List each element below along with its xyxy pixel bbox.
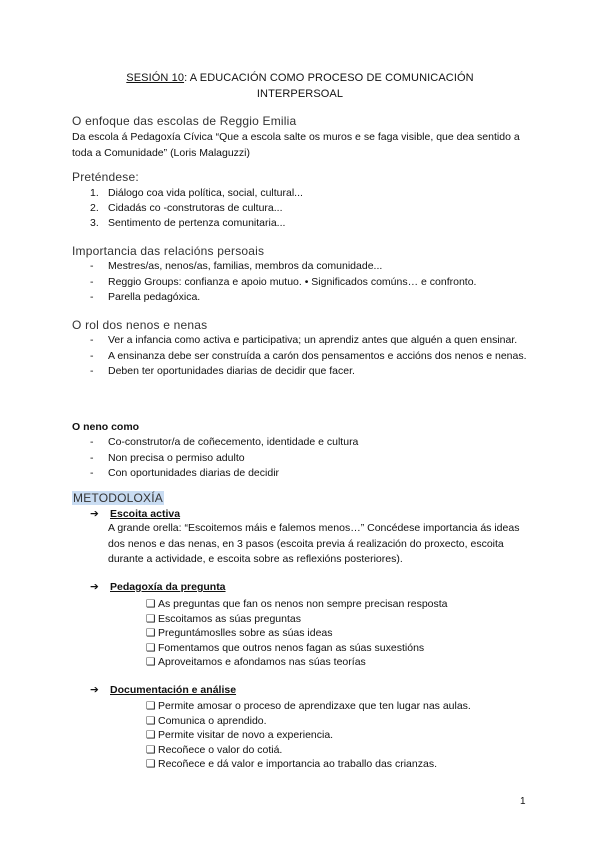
checkbox-icon: ❑	[146, 598, 156, 610]
list-item: - Co-construtor/a de coñecemento, identidade e cultura	[90, 436, 359, 448]
pedagoxia-heading: ➔ Pedagoxía da pregunta	[90, 581, 226, 593]
checkbox-icon: ❑	[146, 729, 156, 741]
pretendese-list	[90, 186, 510, 231]
checkbox-icon: ❑	[146, 612, 156, 625]
enfoque-heading: O enfoque das escolas de Reggio Emilia	[72, 114, 297, 128]
neno-heading: O neno como	[72, 421, 140, 433]
importancia-heading: Importancia das relacións persoais	[72, 244, 265, 258]
list-item: ❑ Permite visitar de novo a experiencia.	[146, 729, 334, 741]
list-item: 2. Cidadás co -construtoras de cultura...	[90, 202, 283, 214]
pedagoxia-list	[146, 597, 516, 670]
arrow-right-icon: ➔	[90, 684, 99, 696]
pretendese-heading: Preténdese:	[72, 170, 139, 184]
checkbox-icon: ❑	[146, 743, 156, 756]
checkbox-icon: ❑	[146, 700, 156, 712]
list-item: ❑ Escoitamos as súas preguntas	[146, 612, 301, 625]
documentacion-list	[146, 699, 516, 772]
escoita-heading: ➔ Escoita activa	[90, 508, 181, 520]
list-item: - Con oportunidades diarias de decidir	[90, 467, 280, 479]
neno-list	[90, 435, 530, 482]
checkbox-icon: ❑	[146, 656, 156, 668]
list-item: - Ver a infancia como activa e participativa; un aprendiz antes que alguén a quen ensinar.	[90, 334, 518, 346]
list-item: ❑ Permite amosar o proceso de aprendizaxe que ten lugar nas aulas.	[146, 700, 471, 712]
enfoque-text: Da escola á Pedagoxía Cívica “Que a escola salte os muros e se faga visible, que dea sentido a toda a Comunidade” (Loris Malaguzzi)	[72, 131, 520, 159]
list-item: - Deben ter oportunidades diarias de decidir que facer.	[90, 365, 355, 377]
list-item: ❑ Recoñece o valor do cotiá.	[146, 743, 283, 756]
documentacion-heading: ➔ Documentación e análise	[90, 684, 237, 696]
list-item: - Parella pedagóxica.	[90, 291, 201, 303]
list-item: ❑ Fomentamos que outros nenos fagan as súas suxestións	[146, 641, 425, 654]
escoita-text: A grande orella: “Escoitemos máis e falemos menos…” Concédese importancia ás ideas dos nenos e das nenas, en 3 pasos (escoita previa á realización do proxecto, escoita durante a actividade, e escoita sobre as reflexións posteriores).	[108, 522, 520, 565]
arrow-right-icon: ➔	[90, 508, 99, 520]
checkbox-icon: ❑	[146, 714, 156, 727]
list-item: - Reggio Groups: confianza e apoio mutuo. • Significados comúns… e confronto.	[90, 275, 477, 288]
list-item: - Non precisa o permiso adulto	[90, 451, 245, 464]
rol-list	[90, 333, 530, 380]
list-item: 1. Diálogo coa vida política, social, cultural...	[90, 187, 303, 199]
page-number: 1	[520, 796, 526, 807]
session-number: SESIÓN 10	[126, 72, 185, 84]
checkbox-icon: ❑	[146, 627, 156, 639]
checkbox-icon: ❑	[146, 758, 156, 770]
rol-heading: O rol dos nenos e nenas	[72, 318, 208, 332]
list-item: ❑ As preguntas que fan os nenos non sempre precisan resposta	[146, 598, 448, 610]
checkbox-icon: ❑	[146, 641, 156, 654]
metodoloxia-heading: METODOLOXÍA	[73, 491, 163, 505]
list-item: ❑ Comunica o aprendido.	[146, 714, 267, 727]
list-item: ❑ Aproveitamos e afondamos nas súas teorías	[146, 656, 366, 668]
list-item: - Mestres/as, nenos/as, familias, membros da comunidade...	[90, 260, 383, 272]
arrow-right-icon: ➔	[90, 581, 99, 593]
list-item: ❑ Recoñece e dá valor e importancia ao traballo das crianzas.	[146, 758, 437, 770]
importancia-list	[90, 259, 530, 306]
title-text: : A EDUCACIÓN COMO PROCESO DE COMUNICACIÓN INTERPERSOAL	[184, 72, 474, 100]
list-item: - A ensinanza debe ser construída a carón dos pensamentos e accións dos nenos e nenas.	[90, 349, 527, 362]
list-item: 3. Sentimento de pertenza comunitaria...	[90, 217, 286, 229]
page-title	[110, 70, 490, 102]
list-item: ❑ Preguntámoslles sobre as súas ideas	[146, 627, 333, 639]
